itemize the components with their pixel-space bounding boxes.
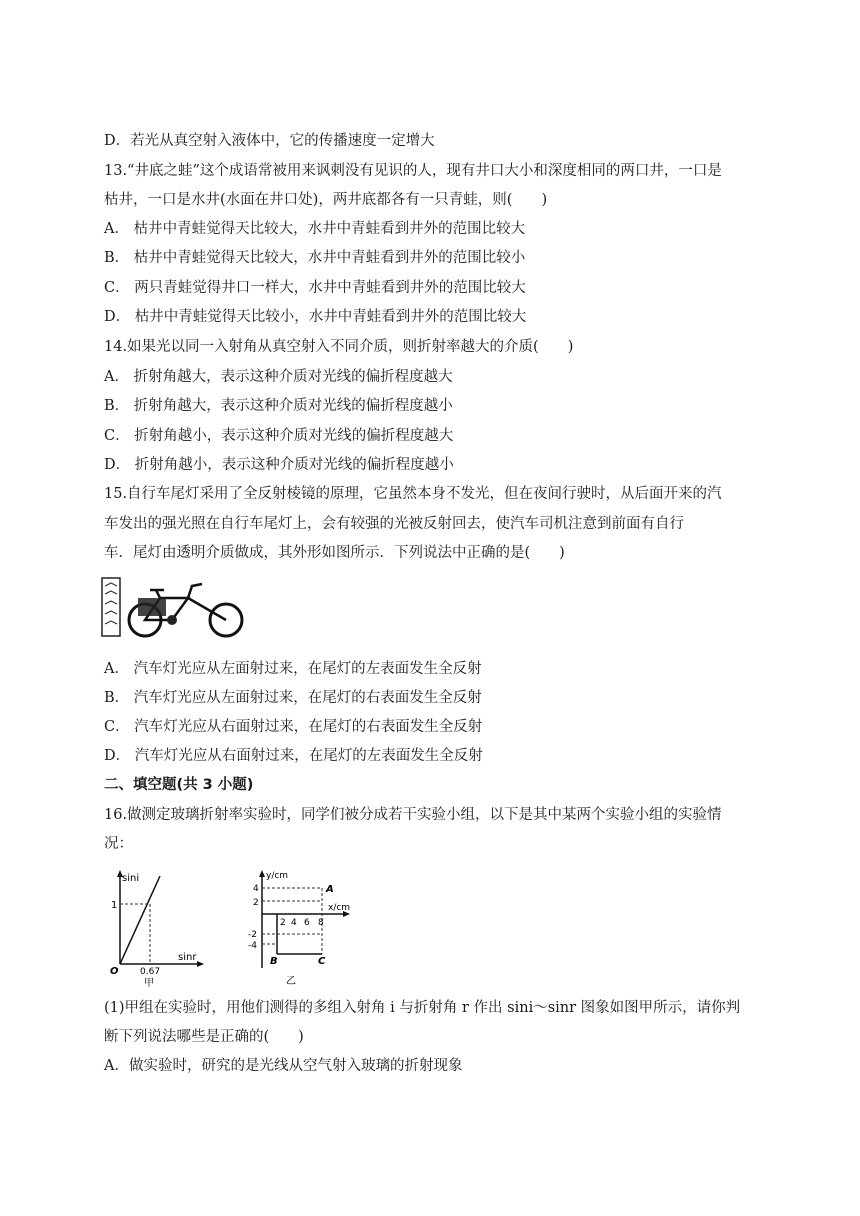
jia-origin-label: O <box>110 966 119 977</box>
q14-stem: 14.如果光以同一入射角从真空射入不同介质，则折射率越大的介质( ) <box>104 339 574 355</box>
jia-x-tick: 0.67 <box>140 967 161 977</box>
yi-y-tick-2: 2 <box>253 898 259 908</box>
q14-option-c: C． 折射角越小，表示这种介质对光线的偏折程度越大 <box>104 428 454 444</box>
q15-option-a: A． 汽车灯光应从左面射过来，在尾灯的左表面发生全反射 <box>104 661 482 677</box>
q15-stem-line1: 15.自行车尾灯采用了全反射棱镜的原理，它虽然本身不发光，但在夜间行驶时，从后面开来的汽 <box>104 486 722 502</box>
q16-option-a: A．做实验时，研究的是光线从空气射入玻璃的折射现象 <box>104 1058 463 1074</box>
q16-stem-line1: 16.做测定玻璃折射率实验时，同学们被分成若干实验小组，以下是其中某两个实验小组的实验情 <box>104 807 722 823</box>
yi-y-tick-neg4: -4 <box>248 941 257 951</box>
yi-x-tick-2: 2 <box>280 918 286 928</box>
yi-x-tick-4: 4 <box>291 918 297 928</box>
jia-y-tick: 1 <box>111 900 118 911</box>
yi-point-b: B <box>270 956 278 967</box>
q13-option-b: B． 枯井中青蛙觉得天比较大，水井中青蛙看到井外的范围比较小 <box>104 250 526 266</box>
q16-sub1-line1: (1)甲组在实验时，用他们测得的多组入射角 i 与折射角 r 作出 sini～sinr 图象如图甲所示，请你判 <box>104 1000 741 1016</box>
q15-stem-line3: 车．尾灯由透明介质做成，其外形如图所示．下列说法中正确的是( ) <box>104 545 565 561</box>
section-heading-fill-in: 二、填空题(共 3 小题) <box>104 777 254 793</box>
q13-option-c: C． 两只青蛙觉得井口一样大，水井中青蛙看到井外的范围比较大 <box>104 280 526 296</box>
q15-option-d: D． 汽车灯光应从右面射过来，在尾灯的左表面发生全反射 <box>104 748 483 764</box>
yi-caption: 乙 <box>286 976 296 987</box>
q13-option-a: A． 枯井中青蛙觉得天比较大，水井中青蛙看到井外的范围比较大 <box>104 221 526 237</box>
q15-option-b: B． 汽车灯光应从左面射过来，在尾灯的右表面发生全反射 <box>104 690 482 706</box>
q13-option-d: D． 枯井中青蛙觉得天比较小，水井中青蛙看到井外的范围比较大 <box>104 309 527 325</box>
yi-x-tick-6: 6 <box>304 918 310 928</box>
yi-y-axis-label: y/cm <box>266 871 289 881</box>
q13-stem-line2: 枯井，一口是水井(水面在井口处)，两井底都各有一只青蛙，则( ) <box>104 192 548 208</box>
q14-option-a: A． 折射角越大，表示这种介质对光线的偏折程度越大 <box>104 369 453 385</box>
bicycle-tail-light-figure <box>100 576 250 640</box>
yi-x-axis-label: x/cm <box>328 903 351 913</box>
yi-y-tick-neg2: -2 <box>248 930 257 940</box>
q15-stem-line2: 车发出的强光照在自行车尾灯上，会有较强的光被反射回去，使汽车司机注意到前面有自行 <box>104 516 684 532</box>
yi-y-tick-4: 4 <box>253 884 259 894</box>
q13-stem-line1: 13.“井底之蛙”这个成语常被用来讽刺没有见识的人，现有井口大小和深度相同的两口井，一口是 <box>104 163 722 179</box>
q16-sub1-line2: 断下列说法哪些是正确的( ) <box>104 1029 304 1045</box>
jia-x-axis-label: sinr <box>178 952 197 963</box>
yi-x-tick-8: 8 <box>318 918 324 928</box>
q14-option-d: D． 折射角越小，表示这种介质对光线的偏折程度越小 <box>104 457 454 473</box>
q14-option-b: B． 折射角越大，表示这种介质对光线的偏折程度越小 <box>104 398 453 414</box>
yi-point-a: A <box>326 884 334 895</box>
figure-jia-sini-sinr <box>108 868 208 988</box>
jia-caption: 甲 <box>144 978 154 988</box>
q12-option-d: D．若光从真空射入液体中，它的传播速度一定增大 <box>104 133 435 149</box>
yi-point-c: C <box>318 956 326 967</box>
q16-stem-line2: 况： <box>104 836 133 852</box>
jia-y-axis-label: sini <box>122 873 140 884</box>
q15-option-c: C． 汽车灯光应从右面射过来，在尾灯的右表面发生全反射 <box>104 719 483 735</box>
figure-yi-coordinate-grid <box>248 868 360 990</box>
